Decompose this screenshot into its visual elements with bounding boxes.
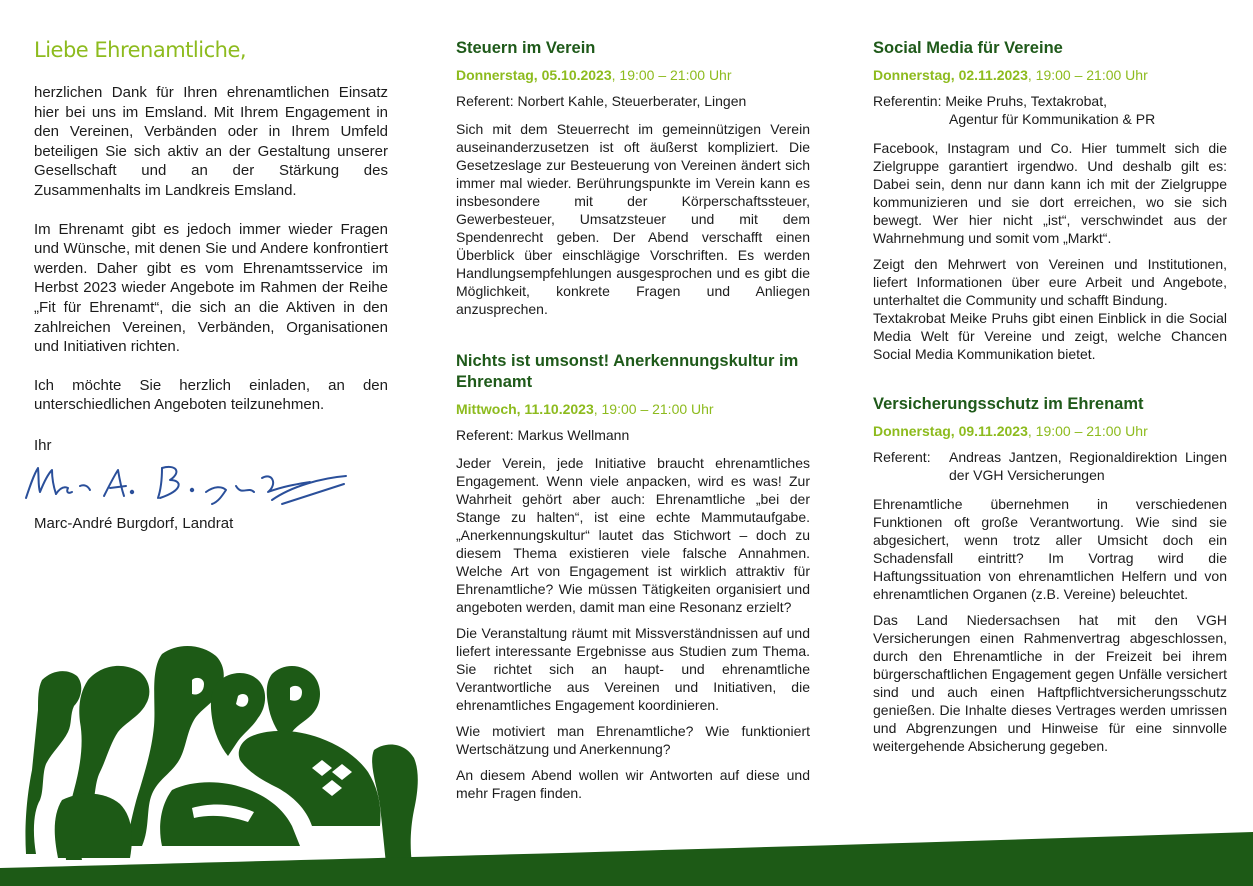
- letter-paragraph: Ich möchte Sie herzlich einladen, an den unterschiedlichen Angeboten teilzunehmen.: [34, 376, 388, 414]
- event-time: , 19:00 – 21:00 Uhr: [1027, 423, 1148, 439]
- event-column-3: [873, 38, 1227, 755]
- event-description: An diesem Abend wollen wir Antworten auf diese und mehr Fragen finden.: [456, 767, 810, 801]
- event-anerkennungskultur: [456, 351, 810, 802]
- event-speaker-label: Referent:: [873, 449, 931, 465]
- event-title: Nichts ist umsonst! Anerkennungskultur im Ehrenamt: [456, 352, 799, 391]
- event-speaker-line: Referentin: Meike Pruhs, Textakrobat,: [873, 93, 1107, 109]
- event-time: , 19:00 – 21:00 Uhr: [1027, 67, 1148, 83]
- event-description: Ehrenamtliche übernehmen in verschiedenen Funktionen oft große Verantwortung. Wie sind sie abgesichert, wenn trotz aller Umsicht doch ein Schadensfall eintritt? Im Vortrag wird die Haftungssituation von ehrenamtlichen Helfern und von ehrenamtlichen Organen (z.B. Vereine) beleuchtet.: [873, 496, 1227, 602]
- event-time: , 19:00 – 21:00 Uhr: [593, 401, 714, 417]
- event-description: Das Land Niedersachsen hat mit den VGH Versicherungen einen Rahmenvertrag abgeschlossen, durch den Ehrenamtliche in der Freizeit bei ihrem bürgerschaftlichen Engagement gegen Unfälle versichert sind und auch einen Haftpflichtversicherungsschutz genießen. Die Inhalte dieses Vertrages werden umrissen und Abgrenzungen und Hinweise für eine sinnvolle weitergehende Absicherung gegeben.: [873, 612, 1227, 754]
- event-date-time: [873, 66, 1227, 84]
- event-speaker: [873, 92, 1227, 128]
- event-versicherungsschutz: [873, 394, 1227, 755]
- event-speaker-line: Agentur für Kommunikation & PR: [949, 111, 1156, 127]
- event-social-media: [873, 38, 1227, 363]
- greeting-heading: Liebe Ehrenamtliche,: [34, 38, 247, 62]
- event-speaker: [873, 448, 1227, 484]
- event-description: Facebook, Instagram und Co. Hier tummelt sich die Zielgruppe garantiert irgendwo. Und deshalb gilt es: Dabei sein, denn nur dann kann ich mit der Zielgruppe kommunizieren und sie dort erreichen, wo sie sich bewegt. Wer hier nicht „ist“, verschwindet aus der Wahrnehmung und somit vom „Markt“.: [873, 140, 1227, 246]
- letter-paragraph: Im Ehrenamt gibt es jedoch immer wieder Fragen und Wünsche, mit denen Sie und Andere konfrontiert werden. Daher gibt es vom Ehrenamtsservice im Herbst 2023 wieder Angebote im Rahmen der Reihe „Fit für Ehrenamt“, die sich an die Aktiven in den zahlreichen Vereinen, Verbänden, Organisationen und Initiativen richten.: [34, 220, 388, 356]
- event-date: Donnerstag, 02.11.2023: [873, 67, 1028, 83]
- event-time: , 19:00 – 21:00 Uhr: [611, 67, 732, 83]
- event-title: Steuern im Verein: [456, 39, 596, 57]
- event-column-2: [456, 38, 810, 802]
- closing-text: Ihr: [34, 437, 52, 454]
- event-description: Wie motiviert man Ehrenamtliche? Wie funktioniert Wertschätzung und Anerkennung?: [456, 723, 810, 757]
- event-title: Social Media für Vereine: [873, 39, 1063, 57]
- signer-name: Marc-André Burgdorf, Landrat: [34, 515, 234, 532]
- letter-paragraph: herzlichen Dank für Ihren ehrenamtlichen Einsatz hier bei uns im Emsland. Mit Ihrem Engagement in den Vereinen, Verbänden oder in Ihrem Umfeld beteiligen Sie sich aktiv an der Gestaltung unserer Gesellschaft und an der Stärkung des Zusammenhalts im Landkreis Emsland.: [34, 84, 388, 199]
- event-speaker: Referent: Norbert Kahle, Steuerberater, Lingen: [456, 93, 747, 109]
- event-date: Donnerstag, 05.10.2023: [456, 67, 612, 83]
- event-description: Jeder Verein, jede Initiative braucht ehrenamtliches Engagement. Wenn viele anpacken, wird es was! Zur Wahrheit gehört aber auch: Ehrenamtliche „bei der Stange zu halten“, ist eine echte Mammutaufgabe. „Anerkennungskultur“ lautet das Stichwort – doch zu diesem Thema existieren viele falsche Annahmen. Welche Art von Engagement ist wirklich attraktiv für Ehrenamtliche? Wie müssen Tätigkeiten organisiert und angeboten werden, damit man eine Resonanz erzielt?: [456, 455, 810, 615]
- event-title: Versicherungsschutz im Ehrenamt: [873, 395, 1144, 413]
- event-description: Zeigt den Mehrwert von Vereinen und Institutionen, liefert Informationen über eure Arbeit und Angebote, unterhaltet die Community und schafft Bindung.: [873, 256, 1227, 308]
- event-date: Mittwoch, 11.10.2023: [456, 401, 594, 417]
- event-date: Donnerstag, 09.11.2023: [873, 423, 1028, 439]
- event-date-time: [456, 400, 810, 418]
- event-speaker-value: Andreas Jantzen, Regionaldirektion Lingen der VGH Versicherungen: [949, 449, 1227, 483]
- footer-band: [0, 820, 1253, 886]
- event-description: Die Veranstaltung räumt mit Missverständnissen auf und liefert interessante Ergebnisse aus Studien zum Thema. Sie richtet sich an haupt- und ehrenamtliche Verantwortliche aus Vereinen und Initiativen, die ehrenamtliches Engagement koordinieren.: [456, 625, 810, 713]
- event-steuern: [456, 38, 810, 318]
- event-date-time: [873, 422, 1227, 440]
- letter-body: [34, 83, 388, 415]
- event-date-time: [456, 66, 810, 84]
- handwritten-signature: [22, 456, 352, 516]
- event-speaker: Referent: Markus Wellmann: [456, 427, 630, 443]
- event-description: Sich mit dem Steuerrecht im gemeinnützigen Verein auseinanderzusetzen ist oft äußerst kompliziert. Die Gesetzeslage zur Besteuerung von Vereinen ändert sich immer mal wieder. Berührungspunkte im Verein kann es insbesondere mit der Körperschaftssteuer, Gewerbesteuer, Umsatzsteuer und mit dem Spendenrecht geben. Der Abend verschafft einen Überblick über einschlägige Vorschriften. Es werden Handlungsempfehlungen ausgesprochen und es gibt die Möglichkeit, konkrete Fragen und Anliegen anzusprechen.: [456, 121, 810, 317]
- event-description: Textakrobat Meike Pruhs gibt einen Einblick in die Social Media Welt für Vereine und zeigt, welche Chancen Social Media Kommunikation bietet.: [873, 310, 1227, 362]
